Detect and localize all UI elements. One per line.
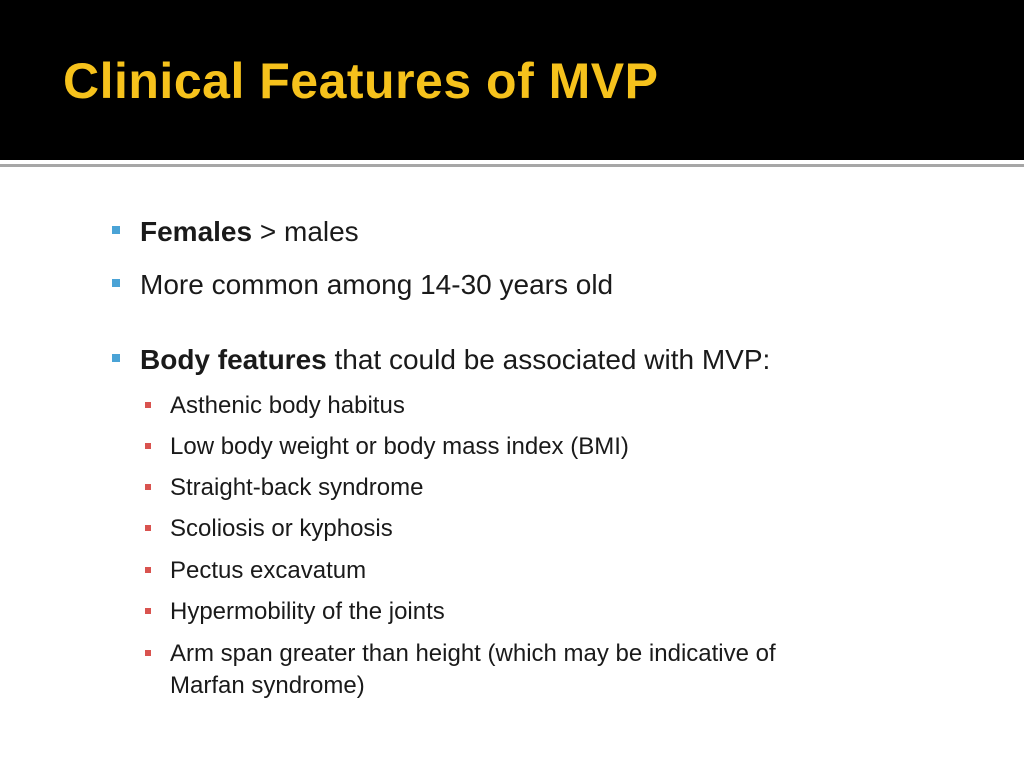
slide-title: Clinical Features of MVP: [63, 53, 659, 109]
square-bullet-icon: [145, 608, 151, 614]
sub-bullet-text: Hypermobility of the joints: [170, 598, 445, 625]
sub-bullet-item: [170, 596, 445, 628]
square-bullet-icon: [145, 443, 151, 449]
bullet-item: [140, 216, 359, 248]
sub-bullet-item: [170, 555, 366, 587]
bullet-bold-text: Body features: [140, 344, 327, 375]
sub-bullet-text: Pectus excavatum: [170, 557, 367, 584]
bullet-bold-text: Females: [140, 216, 253, 247]
sub-bullet-text: Asthenic body habitus: [170, 392, 405, 419]
sub-bullet-item: [170, 472, 423, 504]
square-bullet-icon: [145, 525, 151, 531]
sub-bullet-item: [170, 638, 950, 702]
square-bullet-icon: [145, 650, 151, 656]
sub-bullet-text: Straight-back syndrome: [170, 474, 424, 501]
square-bullet-icon: [145, 484, 151, 490]
square-bullet-icon: [145, 567, 151, 573]
sub-bullet-text: Scoliosis or kyphosis: [170, 515, 393, 542]
bullet-item: [140, 269, 613, 301]
sub-bullet-item: [170, 431, 629, 463]
sub-bullet-text: Low body weight or body mass index (BMI): [170, 433, 629, 460]
sub-bullet-text: Arm span greater than height (which may be indicative of: [170, 640, 776, 667]
bullet-item: [140, 344, 770, 376]
square-bullet-icon: [112, 354, 120, 362]
square-bullet-icon: [145, 402, 151, 408]
sub-bullet-item: [170, 513, 393, 545]
bullet-text: > males: [252, 216, 359, 247]
bullet-text: More common among 14-30 years old: [140, 269, 614, 300]
sub-bullet-text-continued: Marfan syndrome): [170, 672, 365, 699]
square-bullet-icon: [112, 279, 120, 287]
square-bullet-icon: [112, 226, 120, 234]
sub-bullet-item: [170, 390, 405, 422]
bullet-text: that could be associated with MVP:: [326, 344, 771, 375]
